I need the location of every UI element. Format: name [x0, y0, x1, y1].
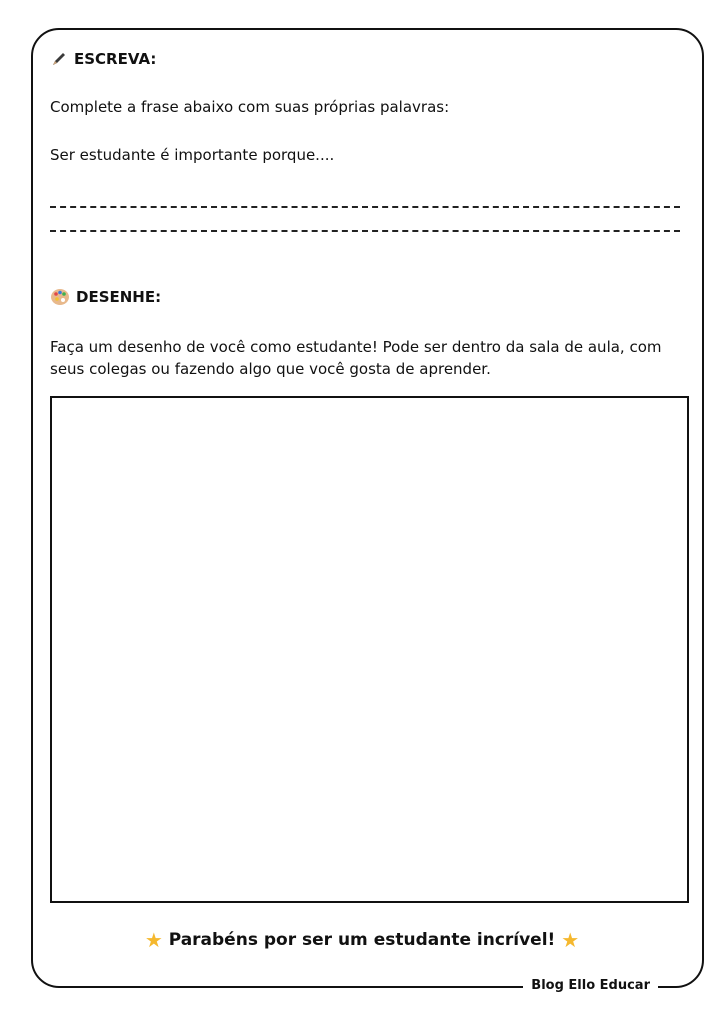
- pen-icon: [50, 50, 68, 68]
- brand-label: Blog Ello Educar: [523, 978, 658, 993]
- desenhe-instruction: Faça um desenho de você como estudante! Pode ser dentro da sala de aula, com seus colegas ou fazendo algo que você gosta de aprender.: [50, 338, 662, 378]
- writing-line[interactable]: [50, 206, 680, 208]
- escreva-sentence: Ser estudante é importante porque....: [50, 146, 335, 164]
- star-icon: ★: [144, 928, 163, 952]
- writing-lines[interactable]: [50, 206, 680, 254]
- writing-line[interactable]: [50, 230, 680, 232]
- drawing-area[interactable]: [50, 396, 689, 903]
- palette-icon: [50, 288, 70, 306]
- escreva-title: ESCREVA:: [74, 50, 157, 68]
- footer-message: Parabéns por ser um estudante incrível!: [168, 930, 556, 950]
- desenhe-heading: [50, 288, 161, 306]
- escreva-instruction: Complete a frase abaixo com suas próprias palavras:: [50, 98, 450, 116]
- escreva-heading: [50, 50, 156, 68]
- star-icon: ★: [561, 928, 580, 952]
- footer-message-row: [0, 928, 724, 952]
- desenhe-title: DESENHE:: [76, 288, 162, 306]
